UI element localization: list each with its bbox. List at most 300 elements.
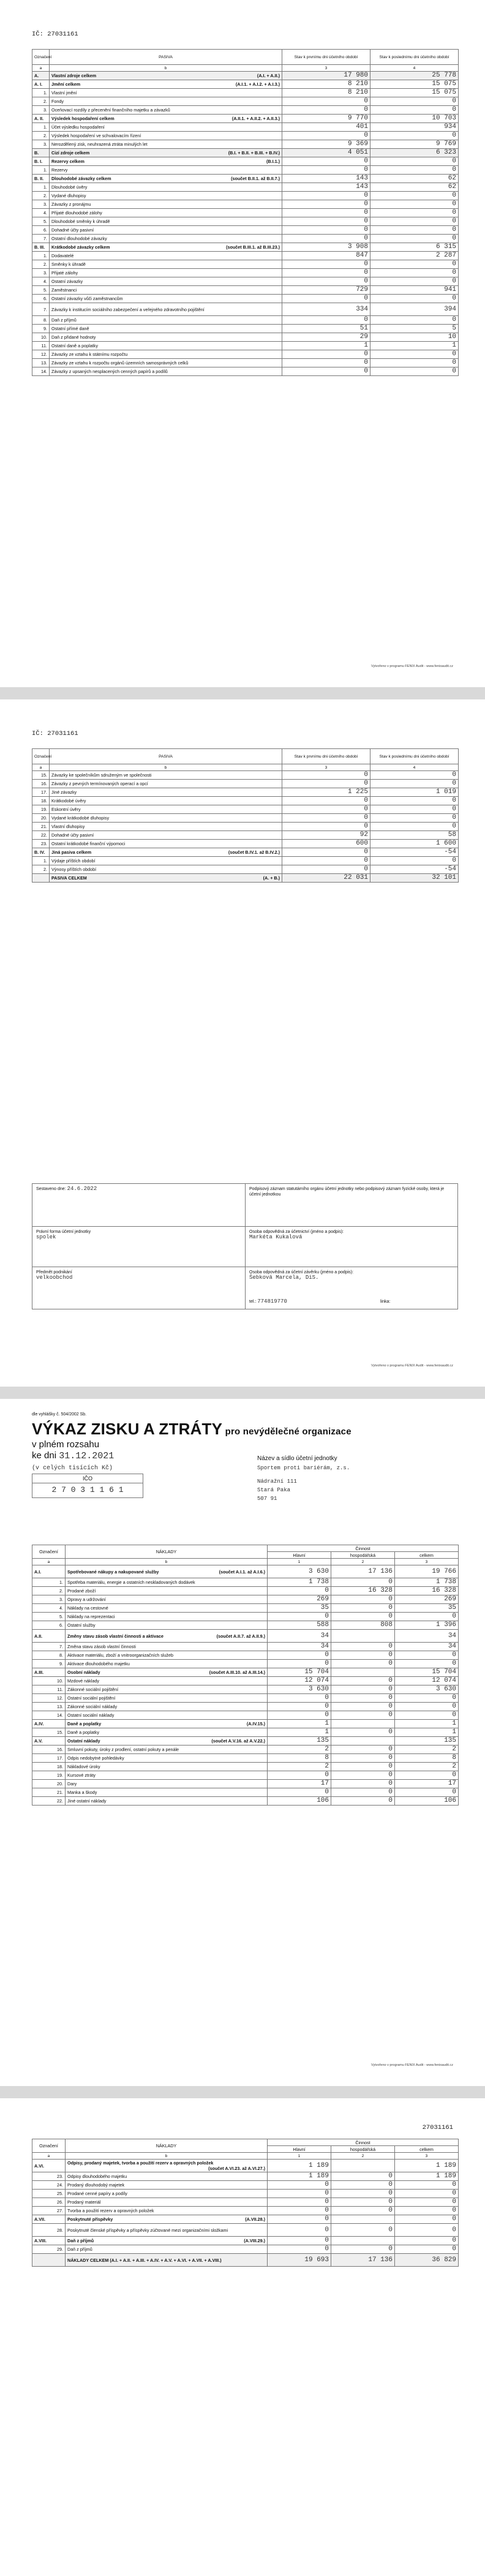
row-oznaceni: 2. bbox=[32, 192, 50, 200]
row-value-v1: 0 bbox=[282, 797, 370, 805]
row-oznaceni: 2. bbox=[32, 97, 50, 106]
row-oznaceni: 1. bbox=[32, 166, 50, 175]
row-value-v2: 15 075 bbox=[370, 80, 459, 89]
row-value-v2: 2 287 bbox=[370, 252, 459, 260]
row-value-v2: 0 bbox=[331, 1651, 395, 1660]
row-label-text: Eskontní úvěry bbox=[51, 807, 81, 812]
row-value-v2 bbox=[331, 2215, 395, 2224]
row-label-text: Výsledek hospodaření celkem bbox=[51, 116, 115, 121]
table-row bbox=[32, 771, 459, 780]
table-row bbox=[32, 1604, 459, 1613]
row-label bbox=[50, 243, 282, 252]
row-value-v1: 0 bbox=[268, 2237, 331, 2245]
row-oznaceni: 3. bbox=[32, 1595, 66, 1604]
row-value-v3: 8 bbox=[395, 1754, 459, 1763]
pasiva-body-1 bbox=[32, 50, 459, 376]
table-row bbox=[32, 149, 459, 157]
row-label-text: Ostatní daně a poplatky bbox=[51, 343, 98, 348]
pasiva-table-1 bbox=[32, 49, 459, 376]
col-letter-b: b bbox=[66, 2153, 268, 2160]
row-oznaceni: 11. bbox=[32, 342, 50, 350]
row-label bbox=[50, 359, 282, 367]
psc: 507 91 bbox=[257, 1496, 277, 1502]
vzz-ke-dni bbox=[32, 1450, 114, 1461]
row-value-v2: 0 bbox=[370, 359, 459, 367]
podpis-cell bbox=[246, 1184, 457, 1227]
row-label-text: Daně a poplatky bbox=[67, 1730, 99, 1735]
row-label-text: Rezervy bbox=[51, 167, 68, 173]
table-row bbox=[32, 72, 459, 80]
table-row bbox=[32, 831, 459, 840]
row-label-sum: (A.VIII.29.) bbox=[244, 2238, 265, 2243]
table-row bbox=[32, 235, 459, 243]
row-label bbox=[50, 865, 282, 874]
row-value-v1: 0 bbox=[268, 2215, 331, 2224]
row-value-v2 bbox=[331, 1720, 395, 1728]
row-value-v2: 0 bbox=[370, 217, 459, 226]
table-row bbox=[32, 1711, 459, 1720]
row-oznaceni: 1. bbox=[32, 1578, 66, 1587]
table-row bbox=[32, 252, 459, 260]
row-label bbox=[66, 1780, 268, 1788]
row-oznaceni bbox=[32, 874, 50, 883]
sestaveno-cell bbox=[32, 1184, 246, 1227]
row-label-text: Odpis nedobytné pohledávky bbox=[67, 1755, 124, 1761]
row-value-v2: 808 bbox=[331, 1621, 395, 1630]
table-row bbox=[32, 2198, 459, 2207]
col-celkem: celkem bbox=[395, 2146, 459, 2153]
row-label bbox=[66, 1677, 268, 1685]
row-label bbox=[50, 235, 282, 243]
table-row bbox=[32, 848, 459, 857]
table-row bbox=[32, 1587, 459, 1595]
row-value-v3: 135 bbox=[395, 1737, 459, 1746]
table-row bbox=[32, 200, 459, 209]
row-label bbox=[66, 1703, 268, 1711]
row-value-v1: 92 bbox=[282, 831, 370, 840]
ico-header-right: 27031161 bbox=[422, 2124, 453, 2131]
row-label-text: Změny stavu zásob vlastní činnosti a aktivace bbox=[67, 1633, 164, 1639]
row-label bbox=[66, 1694, 268, 1703]
row-value-v3: 0 bbox=[395, 2245, 459, 2254]
row-value-v1: 15 704 bbox=[268, 1668, 331, 1677]
page-gap bbox=[0, 1387, 485, 1399]
row-value-v1: 0 bbox=[268, 1613, 331, 1621]
col-number-1: 1 bbox=[268, 2153, 331, 2160]
row-value-v2: 17 136 bbox=[331, 1565, 395, 1578]
row-label bbox=[50, 295, 282, 303]
row-oznaceni: 7. bbox=[32, 303, 50, 316]
tel-line bbox=[249, 1299, 287, 1305]
row-oznaceni: 22. bbox=[32, 831, 50, 840]
row-value-v2: 0 bbox=[331, 1771, 395, 1780]
row-value-v2: 0 bbox=[331, 1694, 395, 1703]
table-row bbox=[32, 1694, 459, 1703]
row-label-text: Závazky z upsaných nesplacených cenných papírů a podílů bbox=[51, 369, 168, 374]
row-oznaceni: 21. bbox=[32, 823, 50, 831]
row-value-v1: 0 bbox=[282, 857, 370, 865]
pasiva-table-2 bbox=[32, 748, 459, 883]
row-oznaceni: A.IV. bbox=[32, 1720, 66, 1728]
table-row bbox=[32, 226, 459, 235]
row-value-v2: 0 bbox=[331, 1797, 395, 1806]
row-label bbox=[66, 1651, 268, 1660]
row-label bbox=[50, 797, 282, 805]
row-value-v1: 1 189 bbox=[268, 2160, 331, 2172]
ico-box bbox=[32, 1474, 143, 1498]
row-value-v2: 16 328 bbox=[331, 1587, 395, 1595]
row-value-v3: 0 bbox=[395, 1651, 459, 1660]
row-value-v2: 1 019 bbox=[370, 788, 459, 797]
row-label-text: Dohadné účty pasivní bbox=[51, 227, 94, 233]
row-oznaceni: A. bbox=[32, 72, 50, 80]
vzz-rozsah: v plném rozsahu bbox=[32, 1439, 100, 1450]
row-value-v2 bbox=[331, 2237, 395, 2245]
row-value-v3: 1 bbox=[395, 1728, 459, 1737]
row-value-v1: 1 bbox=[268, 1720, 331, 1728]
row-oznaceni: 15. bbox=[32, 771, 50, 780]
row-label bbox=[50, 217, 282, 226]
table-row bbox=[32, 1660, 459, 1668]
table-row bbox=[32, 217, 459, 226]
row-oznaceni: A. I. bbox=[32, 80, 50, 89]
row-label-text: Rezervy celkem bbox=[51, 159, 85, 164]
row-value-v1: 0 bbox=[282, 814, 370, 823]
row-label bbox=[66, 1621, 268, 1630]
row-value-v3: 17 bbox=[395, 1780, 459, 1788]
row-value-v2 bbox=[331, 1630, 395, 1643]
row-oznaceni: 25. bbox=[32, 2190, 66, 2198]
footnote-1: Vytvořeno v programu FENIX Audit - www.fenixaudit.cz bbox=[371, 665, 453, 668]
row-value-v1: 3 630 bbox=[268, 1685, 331, 1694]
row-label-text: Manka a škody bbox=[67, 1790, 97, 1795]
row-value-v1: 0 bbox=[282, 200, 370, 209]
table-row bbox=[32, 350, 459, 359]
row-value-v3: 35 bbox=[395, 1604, 459, 1613]
row-label bbox=[66, 1728, 268, 1737]
col-number-3: 3 bbox=[395, 2153, 459, 2160]
row-label bbox=[50, 771, 282, 780]
row-label-text: Nerozdělený zisk, neuhrazená ztráta minulých let bbox=[51, 141, 148, 147]
row-value-v2: 0 bbox=[370, 805, 459, 814]
row-oznaceni: 6. bbox=[32, 226, 50, 235]
table-row bbox=[32, 2254, 459, 2267]
row-label-sum: (A.I.1. + A.I.2. + A.I.3.) bbox=[235, 81, 280, 87]
row-label bbox=[50, 157, 282, 166]
row-value-v2: 0 bbox=[370, 316, 459, 325]
row-value-v1: 334 bbox=[282, 303, 370, 316]
row-label-text: Mzdové náklady bbox=[67, 1678, 99, 1684]
row-oznaceni: 1. bbox=[32, 123, 50, 132]
row-value-v3: 0 bbox=[395, 1711, 459, 1720]
page-vzz-1 bbox=[0, 1399, 485, 2086]
row-value-v1: 34 bbox=[268, 1630, 331, 1643]
row-oznaceni: 4. bbox=[32, 277, 50, 286]
sestaveno-label: Sestaveno dne: bbox=[36, 1187, 66, 1191]
row-value-v3: 34 bbox=[395, 1630, 459, 1643]
row-value-v3: 0 bbox=[395, 2215, 459, 2224]
row-label-text: Změna stavu zásob vlastní činnosti bbox=[67, 1644, 136, 1649]
row-label-text: Odpisy, prodaný majetek, tvorba a použití rezerv a opravných položek bbox=[67, 2160, 214, 2166]
table-row bbox=[32, 1737, 459, 1746]
row-value-v2: 0 bbox=[370, 192, 459, 200]
row-value-v2: 0 bbox=[331, 1643, 395, 1651]
row-label bbox=[66, 1754, 268, 1763]
row-label bbox=[50, 140, 282, 149]
adresa-1: Nádražní 111 bbox=[257, 1478, 297, 1485]
row-oznaceni: 21. bbox=[32, 1788, 66, 1797]
row-label bbox=[50, 823, 282, 831]
row-value-v1: 35 bbox=[268, 1604, 331, 1613]
row-label-text: Daň z příjmů bbox=[67, 2246, 92, 2252]
row-oznaceni: B. III. bbox=[32, 243, 50, 252]
row-oznaceni: B. bbox=[32, 149, 50, 157]
table-row bbox=[32, 269, 459, 277]
row-label bbox=[66, 2237, 268, 2245]
table-row bbox=[32, 1621, 459, 1630]
row-value-v2: 0 bbox=[370, 260, 459, 269]
row-oznaceni: 3. bbox=[32, 140, 50, 149]
linka-label: linka: bbox=[380, 1300, 391, 1304]
table-row bbox=[32, 2190, 459, 2198]
col-oznaceni: Označení bbox=[32, 2139, 66, 2153]
row-value-v1: 0 bbox=[282, 350, 370, 359]
col-naklady: NÁKLADY bbox=[66, 1545, 268, 1559]
row-value-v2: 32 101 bbox=[370, 874, 459, 883]
table-row bbox=[32, 1771, 459, 1780]
row-oznaceni: 6. bbox=[32, 295, 50, 303]
row-value-v3: 0 bbox=[395, 1771, 459, 1780]
table-row bbox=[32, 295, 459, 303]
row-label-text: Daň z příjmů bbox=[67, 2238, 94, 2243]
row-label-text: Poskytnuté členské příspěvky a příspěvky zúčtované mezi organizačními složkami bbox=[67, 2227, 228, 2233]
row-value-v2: 941 bbox=[370, 286, 459, 295]
row-label bbox=[50, 303, 282, 316]
row-value-v2: 0 bbox=[370, 295, 459, 303]
col-number-3: 3 bbox=[395, 1559, 459, 1565]
row-label-text: Dlouhodobé směnky k úhradě bbox=[51, 219, 110, 224]
row-value-v1: 0 bbox=[268, 1711, 331, 1720]
row-value-v3: 269 bbox=[395, 1595, 459, 1604]
table-row bbox=[32, 80, 459, 89]
row-value-v2: 0 bbox=[331, 2207, 395, 2215]
row-label bbox=[50, 72, 282, 80]
row-label-text: Poskytnuté příspěvky bbox=[67, 2216, 113, 2222]
row-oznaceni: 16. bbox=[32, 1746, 66, 1754]
row-label-text: Jiná pasiva celkem bbox=[51, 849, 92, 855]
row-value-v1: 0 bbox=[282, 209, 370, 217]
row-label-text: Závazky z pevných termínovaných operací a opcí bbox=[51, 781, 148, 786]
row-value-v2: 0 bbox=[331, 1595, 395, 1604]
col-stav-prvni: Stav k prvnímu dni účetního období bbox=[282, 50, 370, 65]
row-value-v1: 0 bbox=[282, 235, 370, 243]
row-value-v2: 934 bbox=[370, 123, 459, 132]
row-label-sum: (A. + B.) bbox=[263, 875, 280, 881]
row-value-v1: 0 bbox=[268, 2190, 331, 2198]
row-label bbox=[50, 252, 282, 260]
row-label-sum: (A.I. + A.II.) bbox=[257, 73, 280, 78]
row-label-text: Dlouhodobé závazky celkem bbox=[51, 176, 111, 181]
row-value-v3: 1 189 bbox=[395, 2160, 459, 2172]
vzz-title-suffix: pro nevýdělečné organizace bbox=[225, 1426, 352, 1437]
row-value-v3: 1 738 bbox=[395, 1578, 459, 1587]
row-label-sum: (A.II.1. + A.II.2. + A.II.3.) bbox=[231, 116, 280, 121]
row-label-text: Cizí zdroje celkem bbox=[51, 150, 90, 156]
row-label-text: Náklady na reprezentaci bbox=[67, 1614, 115, 1619]
footnote-2: Vytvořeno v programu FENIX Audit - www.fenixaudit.cz bbox=[371, 1364, 453, 1368]
row-label bbox=[50, 857, 282, 865]
row-label-sum: (B.I. + B.II. + B.III. + B.IV.) bbox=[228, 150, 280, 156]
row-oznaceni: 4. bbox=[32, 209, 50, 217]
table-row bbox=[32, 2160, 459, 2172]
row-value-v2: 1 bbox=[370, 342, 459, 350]
row-label-text: Jmění celkem bbox=[51, 81, 81, 87]
row-value-v1: 1 225 bbox=[282, 788, 370, 797]
row-label bbox=[66, 1720, 268, 1728]
row-oznaceni: 2. bbox=[32, 1587, 66, 1595]
row-oznaceni: 19. bbox=[32, 805, 50, 814]
row-value-v2: 0 bbox=[331, 2245, 395, 2254]
row-value-v2: 17 136 bbox=[331, 2254, 395, 2267]
row-oznaceni: A.VIII. bbox=[32, 2237, 66, 2245]
row-value-v1: 847 bbox=[282, 252, 370, 260]
row-value-v2: 0 bbox=[331, 1604, 395, 1613]
row-value-v1: 0 bbox=[282, 192, 370, 200]
row-value-v2: 10 bbox=[370, 333, 459, 342]
row-label-text: Výdaje příštích období bbox=[51, 858, 96, 864]
row-value-v2: 1 600 bbox=[370, 840, 459, 848]
row-label-sum: (A.VII.28.) bbox=[245, 2216, 265, 2222]
row-value-v1: 0 bbox=[268, 1587, 331, 1595]
col-oznaceni: Označení bbox=[32, 1545, 66, 1559]
row-value-v1: 0 bbox=[282, 848, 370, 857]
row-label bbox=[50, 175, 282, 183]
table-row bbox=[32, 797, 459, 805]
row-oznaceni: 26. bbox=[32, 2198, 66, 2207]
row-value-v3: 16 328 bbox=[395, 1587, 459, 1595]
row-label bbox=[50, 269, 282, 277]
row-label bbox=[50, 80, 282, 89]
col-hlavni: Hlavní bbox=[268, 2146, 331, 2153]
row-oznaceni: 8. bbox=[32, 1651, 66, 1660]
row-oznaceni: A.II. bbox=[32, 1630, 66, 1643]
col-number-1: 1 bbox=[268, 1559, 331, 1565]
row-value-v2: 0 bbox=[370, 277, 459, 286]
row-label bbox=[50, 183, 282, 192]
row-value-v1: 729 bbox=[282, 286, 370, 295]
row-label-text: Oceňovací rozdíly z přecenění finančního majetku a závazků bbox=[51, 107, 170, 113]
table-row bbox=[32, 132, 459, 140]
row-label-text: Prodaný materiál bbox=[67, 2199, 101, 2205]
row-value-v2: -54 bbox=[370, 848, 459, 857]
row-label bbox=[66, 2224, 268, 2237]
row-label bbox=[66, 1685, 268, 1694]
row-value-v2: 0 bbox=[331, 1754, 395, 1763]
row-oznaceni: 14. bbox=[32, 367, 50, 376]
row-label-text: Závazky ke společníkům sdruženým ve společnosti bbox=[51, 772, 152, 778]
col-stav-prvni: Stav k prvnímu dni účetního období bbox=[282, 749, 370, 764]
row-label-text: Aktivace materiálu, zboží a vnitroorganizačních služeb bbox=[67, 1652, 173, 1658]
row-label-text: Závazky k institucím sociálního zabezpečení a veřejného zdravotního pojištění bbox=[51, 306, 205, 312]
vzz-title-main: VÝKAZ ZISKU A ZTRÁTY bbox=[32, 1420, 223, 1438]
col-naklady: NÁKLADY bbox=[66, 2139, 268, 2153]
row-label bbox=[66, 1643, 268, 1651]
row-value-v1: 0 bbox=[268, 2224, 331, 2237]
row-label-text: Jiné závazky bbox=[51, 789, 77, 795]
row-value-v2 bbox=[331, 2160, 395, 2172]
table-row bbox=[32, 243, 459, 252]
row-label bbox=[66, 1613, 268, 1621]
row-oznaceni: 1. bbox=[32, 252, 50, 260]
row-oznaceni: 9. bbox=[32, 325, 50, 333]
col-stav-posledni: Stav k poslednímu dni účetního období bbox=[370, 50, 459, 65]
naklady-body-2 bbox=[32, 2139, 459, 2267]
row-value-v3: 0 bbox=[395, 1694, 459, 1703]
sestaveni-cell bbox=[246, 1227, 457, 1267]
table-row bbox=[32, 359, 459, 367]
row-label bbox=[66, 2245, 268, 2254]
row-oznaceni: 16. bbox=[32, 780, 50, 788]
row-value-v2: 0 bbox=[331, 1711, 395, 1720]
page-vzz-2 bbox=[0, 2098, 485, 2576]
row-label-text: Přijaté dlouhodobé zálohy bbox=[51, 210, 102, 216]
row-value-v2: 394 bbox=[370, 303, 459, 316]
nazev-block bbox=[257, 1455, 441, 1503]
row-value-v1: 22 031 bbox=[282, 874, 370, 883]
row-label-sum: (A.IV.15.) bbox=[246, 1721, 265, 1727]
row-label-text: Vydané dluhopisy bbox=[51, 193, 86, 198]
col-pasiva: PASIVA bbox=[50, 50, 282, 65]
table-row bbox=[32, 1677, 459, 1685]
row-label-text: Ostatní služby bbox=[67, 1622, 96, 1628]
table-row bbox=[32, 1643, 459, 1651]
col-hospodarska: hospodářská bbox=[331, 2146, 395, 2153]
col-letter-a: a bbox=[32, 65, 50, 72]
row-value-v2: -54 bbox=[370, 865, 459, 874]
row-value-v2: 0 bbox=[370, 166, 459, 175]
row-label-text: Vlastní zdroje celkem bbox=[51, 73, 97, 78]
row-value-v1: 8 210 bbox=[282, 89, 370, 97]
row-label-text: Náklady na cestovné bbox=[67, 1605, 108, 1611]
ico-box-label: IČO bbox=[32, 1474, 143, 1483]
tel-value: 774819770 bbox=[257, 1298, 287, 1305]
row-label-text: Tvorba a použití rezerv a opravných položek bbox=[67, 2208, 154, 2213]
row-value-v1: 269 bbox=[268, 1595, 331, 1604]
row-value-v1: 0 bbox=[282, 217, 370, 226]
row-label-text: Ostatní krátkodobé finanční výpomoci bbox=[51, 841, 126, 846]
row-label-text: Fondy bbox=[51, 99, 64, 104]
row-label-text: Zákonné sociální pojištění bbox=[67, 1687, 119, 1692]
col-letter-b: b bbox=[66, 1559, 268, 1565]
row-value-v1: 106 bbox=[268, 1797, 331, 1806]
row-label-text: Výsledek hospodaření ve schvalovacím řízení bbox=[51, 133, 141, 138]
ke-dni-label: ke dni bbox=[32, 1450, 57, 1461]
row-value-v1: 0 bbox=[268, 1788, 331, 1797]
row-label-text: Ostatní přímé daně bbox=[51, 326, 89, 331]
table-row bbox=[32, 2172, 459, 2181]
row-value-v1: 0 bbox=[282, 166, 370, 175]
row-label bbox=[66, 1604, 268, 1613]
row-value-v1: 17 bbox=[268, 1780, 331, 1788]
row-label-text: Dohadné účty pasivní bbox=[51, 832, 94, 838]
forma-label: Právní forma účetní jednotky bbox=[36, 1230, 91, 1234]
row-value-v1: 0 bbox=[282, 771, 370, 780]
nazev-value: Sportem proti bariérám, z.s. bbox=[257, 1465, 350, 1471]
row-oznaceni: 19. bbox=[32, 1771, 66, 1780]
table-row bbox=[32, 1630, 459, 1643]
col-number-4: 4 bbox=[370, 764, 459, 771]
row-value-v1: 29 bbox=[282, 333, 370, 342]
